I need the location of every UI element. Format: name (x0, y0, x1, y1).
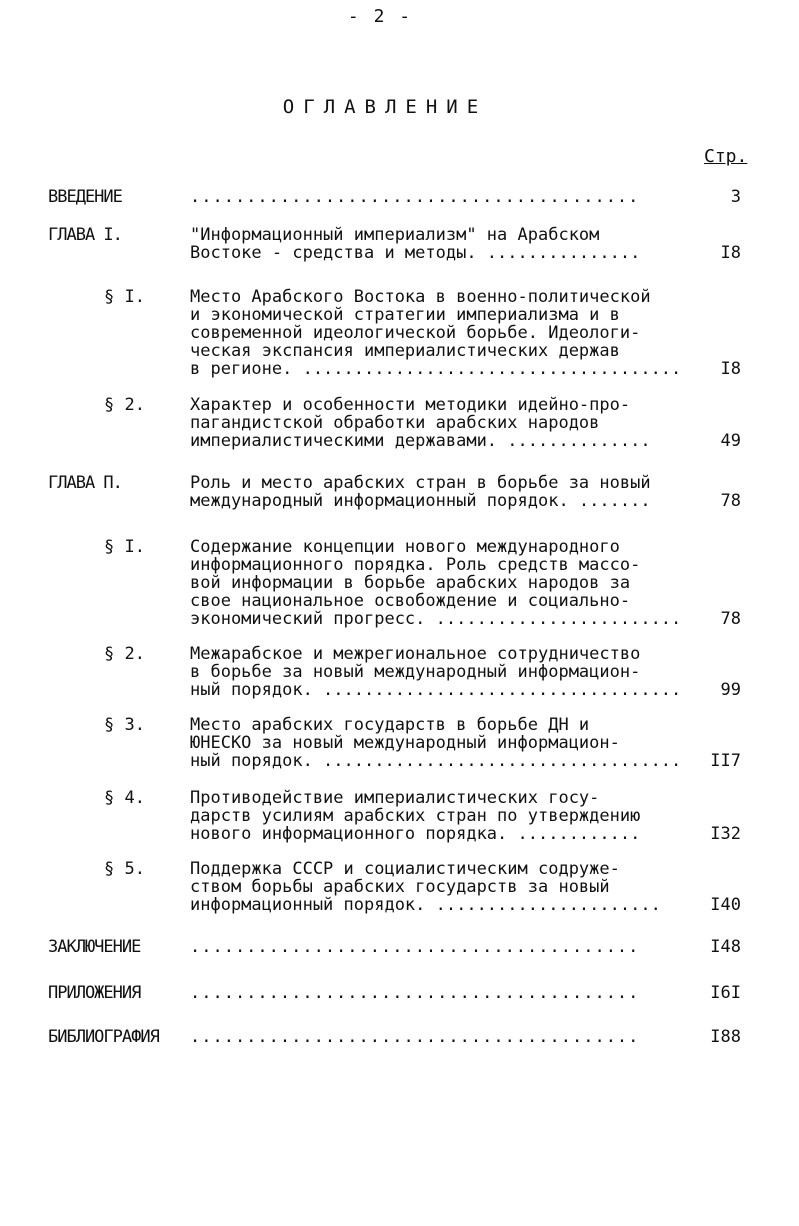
toc-entry-line: Характер и особенности методики идейно-про- (190, 396, 631, 414)
toc-entry-line: ный порядок. ................................... (190, 752, 682, 770)
toc-entry-label: § I. (104, 537, 145, 557)
toc-entry-label: § 3. (104, 715, 145, 735)
toc-entry-line: международный информационный порядок. ....... (190, 492, 651, 510)
toc-entry-line: ........................................ (190, 938, 640, 956)
toc-entry-label: ГЛАВА П. (48, 473, 122, 493)
toc-entry-line: ческая экспансия империалистических держав (190, 342, 620, 360)
toc-entry-page: I32 (710, 824, 741, 844)
toc-entry-page: 78 (720, 609, 741, 629)
toc-entry-line: в регионе. ..................................... (190, 360, 682, 378)
toc-entry-text (190, 538, 690, 628)
toc-entry-line: ством борьбы арабских государств за новый (190, 878, 610, 896)
toc-entry-text (190, 860, 690, 914)
toc-entry-line: Место Арабского Востока в военно-политической (190, 288, 651, 306)
page-column-header: Стр. (704, 146, 748, 167)
toc-entry-line: в борьбе за новый международный информацион- (190, 663, 641, 681)
page-number: - 2 - (347, 6, 413, 27)
toc-entry-page: II7 (710, 751, 741, 771)
toc-entry-line: Содержание концепции нового международного (190, 538, 620, 556)
toc-entry-text (190, 396, 690, 450)
toc-entry-line: информационный порядок. ...................... (190, 896, 661, 914)
toc-entry-text (190, 789, 690, 843)
toc-entry-label: ПРИЛОЖЕНИЯ (48, 983, 141, 1003)
toc-entry-line: Межарабское и межрегиональное сотрудничество (190, 645, 641, 663)
toc-entry-text (190, 645, 690, 699)
toc-entry-text (190, 226, 690, 262)
toc-entry-line: дарств усилиям арабских стран по утверждению (190, 807, 641, 825)
toc-entry-line: экономический прогресс. ........................ (190, 610, 682, 628)
toc-entry-text (190, 1028, 690, 1046)
toc-entry-line: ........................................ (190, 984, 640, 1002)
toc-entry-page: I40 (710, 895, 741, 915)
toc-entry-page: 3 (730, 187, 741, 207)
toc-entry-label: ГЛАВА I. (48, 225, 122, 245)
toc-entry-page: 99 (720, 680, 741, 700)
toc-entry-text (190, 716, 690, 770)
toc-entry-line: и экономической стратегии империализма и в (190, 306, 620, 324)
toc-entry-line: ный порядок. ................................... (190, 681, 682, 699)
toc-entry-line: Роль и место арабских стран в борьбе за новый (190, 474, 651, 492)
toc-entry-text (190, 938, 690, 956)
toc-entry-page: 78 (720, 491, 741, 511)
toc-entry-line: современной идеологической борьбе. Идеологи- (190, 324, 641, 342)
toc-entry-label: § 2. (104, 644, 145, 664)
toc-entry-line: Противодействие империалистических госу- (190, 789, 600, 807)
toc-entry-line: Место арабских государств в борьбе ДН и (190, 716, 590, 734)
toc-entry-text (190, 984, 690, 1002)
toc-entry-line: "Информационный империализм" на Арабском (190, 226, 600, 244)
toc-entry-label: § 2. (104, 395, 145, 415)
toc-entry-label: БИБЛИОГРАФИЯ (48, 1027, 159, 1047)
toc-entry-label: ЗАКЛЮЧЕНИЕ (48, 937, 141, 957)
toc-entry-line: пагандистской обработки арабских народов (190, 414, 600, 432)
toc-entry-line: империалистическими державами. .............. (190, 432, 651, 450)
toc-entry-line: ........................................ (190, 188, 640, 206)
toc-entry-label: § 5. (104, 859, 145, 879)
toc-title: ОГЛАВЛЕНИЕ (282, 96, 488, 118)
toc-entry-page: 49 (720, 431, 741, 451)
toc-entry-text (190, 474, 690, 510)
toc-entry-line: Востоке - средства и методы. ............... (190, 244, 641, 262)
toc-entry-line: свое национальное освобождение и социально- (190, 592, 631, 610)
toc-entry-page: I8 (720, 359, 741, 379)
toc-entry-line: нового информационного порядка. ............ (190, 825, 641, 843)
toc-entry-line: вой информации в борьбе арабских народов за (190, 574, 631, 592)
toc-entry-line: Поддержка СССР и социалистическим содруже- (190, 860, 620, 878)
toc-entry-line: ЮНЕСКО за новый международный информацион- (190, 734, 620, 752)
toc-entry-line: ........................................ (190, 1028, 640, 1046)
toc-entry-line: информационного порядка. Роль средств массо- (190, 556, 641, 574)
toc-entry-label: § 4. (104, 788, 145, 808)
toc-entry-label: § I. (104, 287, 145, 307)
toc-entry-page: I88 (710, 1027, 741, 1047)
toc-entry-page: I8 (720, 243, 741, 263)
toc-entry-label: ВВЕДЕНИЕ (48, 187, 122, 207)
toc-entry-page: I6I (710, 983, 741, 1003)
toc-entry-page: I48 (710, 937, 741, 957)
toc-entry-text (190, 188, 690, 206)
toc-entry-text (190, 288, 690, 378)
